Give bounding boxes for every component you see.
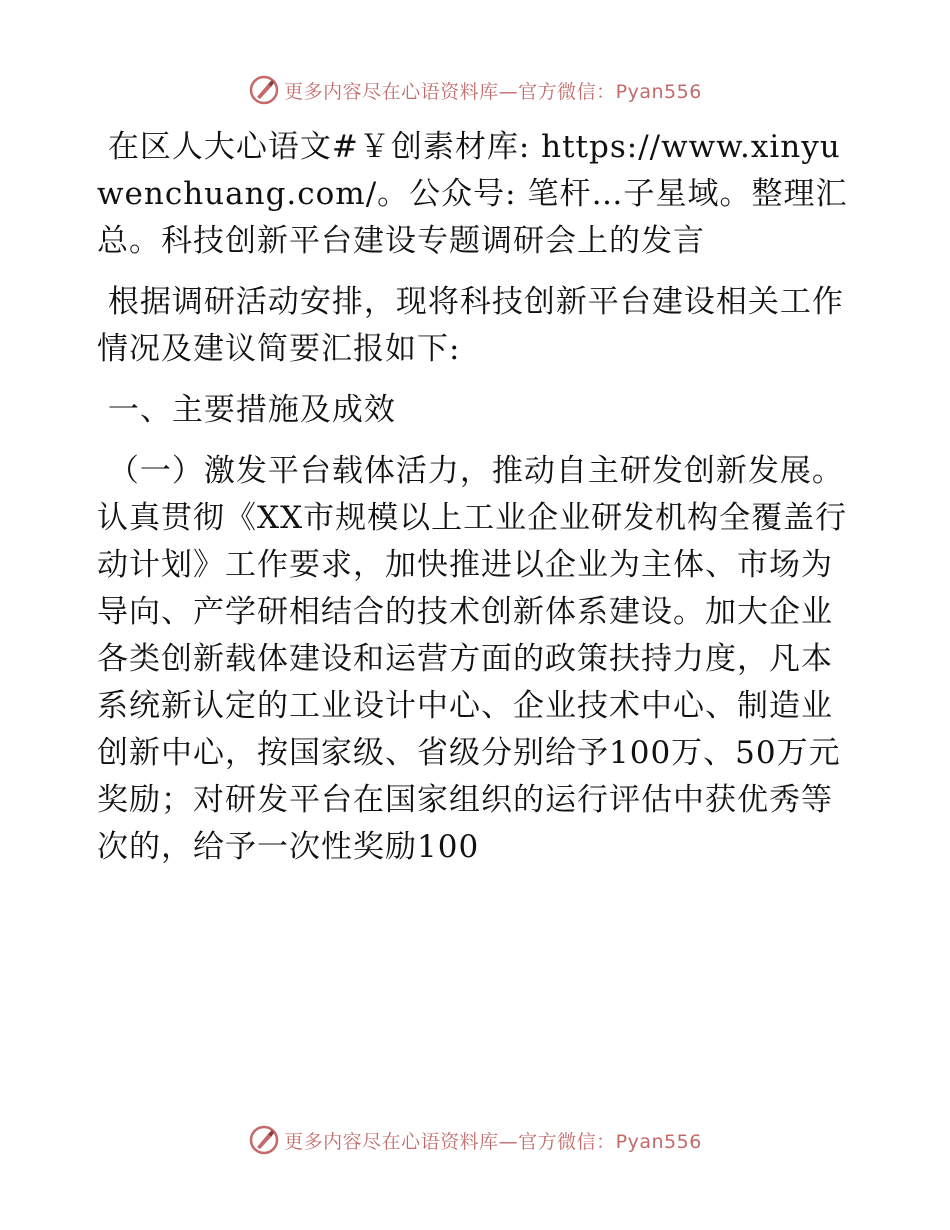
subsection-paragraph: （一）激发平台载体活力，推动自主研发创新发展。认真贯彻《XX市规模以上工业企业研发机构全覆盖行动计划》工作要求，加快推进以企业为主体、市场为导向、产学研相结合的技术创新体系建设。加大企业各类创新载体建设和运营方面的政策扶持力度，凡本系统新认定的工业设计中心、企业技术中心、制造业创新中心，按国家级、省级分别给予100万、50万元奖励；对研发平台在国家组织的运行评估中获优秀等次的，给予一次性奖励100 (97, 453, 848, 865)
intro-paragraph: 在区人大心语文#￥创素材库: https://www.xinyuwenchuang.com/。公众号: 笔杆…子星域。整理汇总。科技创新平台建设专题调研会上的发言 (97, 129, 848, 259)
watermark-banner-top (0, 70, 950, 110)
watermark-text: 更多内容尽在心语资料库—官方微信：Pyan556 (284, 80, 702, 103)
document-body (97, 124, 857, 871)
section-heading: 一、主要措施及成效 (97, 392, 396, 428)
lead-paragraph: 根据调研活动安排，现将科技创新平台建设相关工作情况及建议简要汇报如下: (97, 284, 844, 367)
watermark-banner-bottom (0, 1120, 950, 1160)
watermark-text: 更多内容尽在心语资料库—官方微信：Pyan556 (284, 1130, 702, 1153)
pen-logo-icon (248, 1124, 280, 1156)
pen-logo-icon (248, 74, 280, 106)
